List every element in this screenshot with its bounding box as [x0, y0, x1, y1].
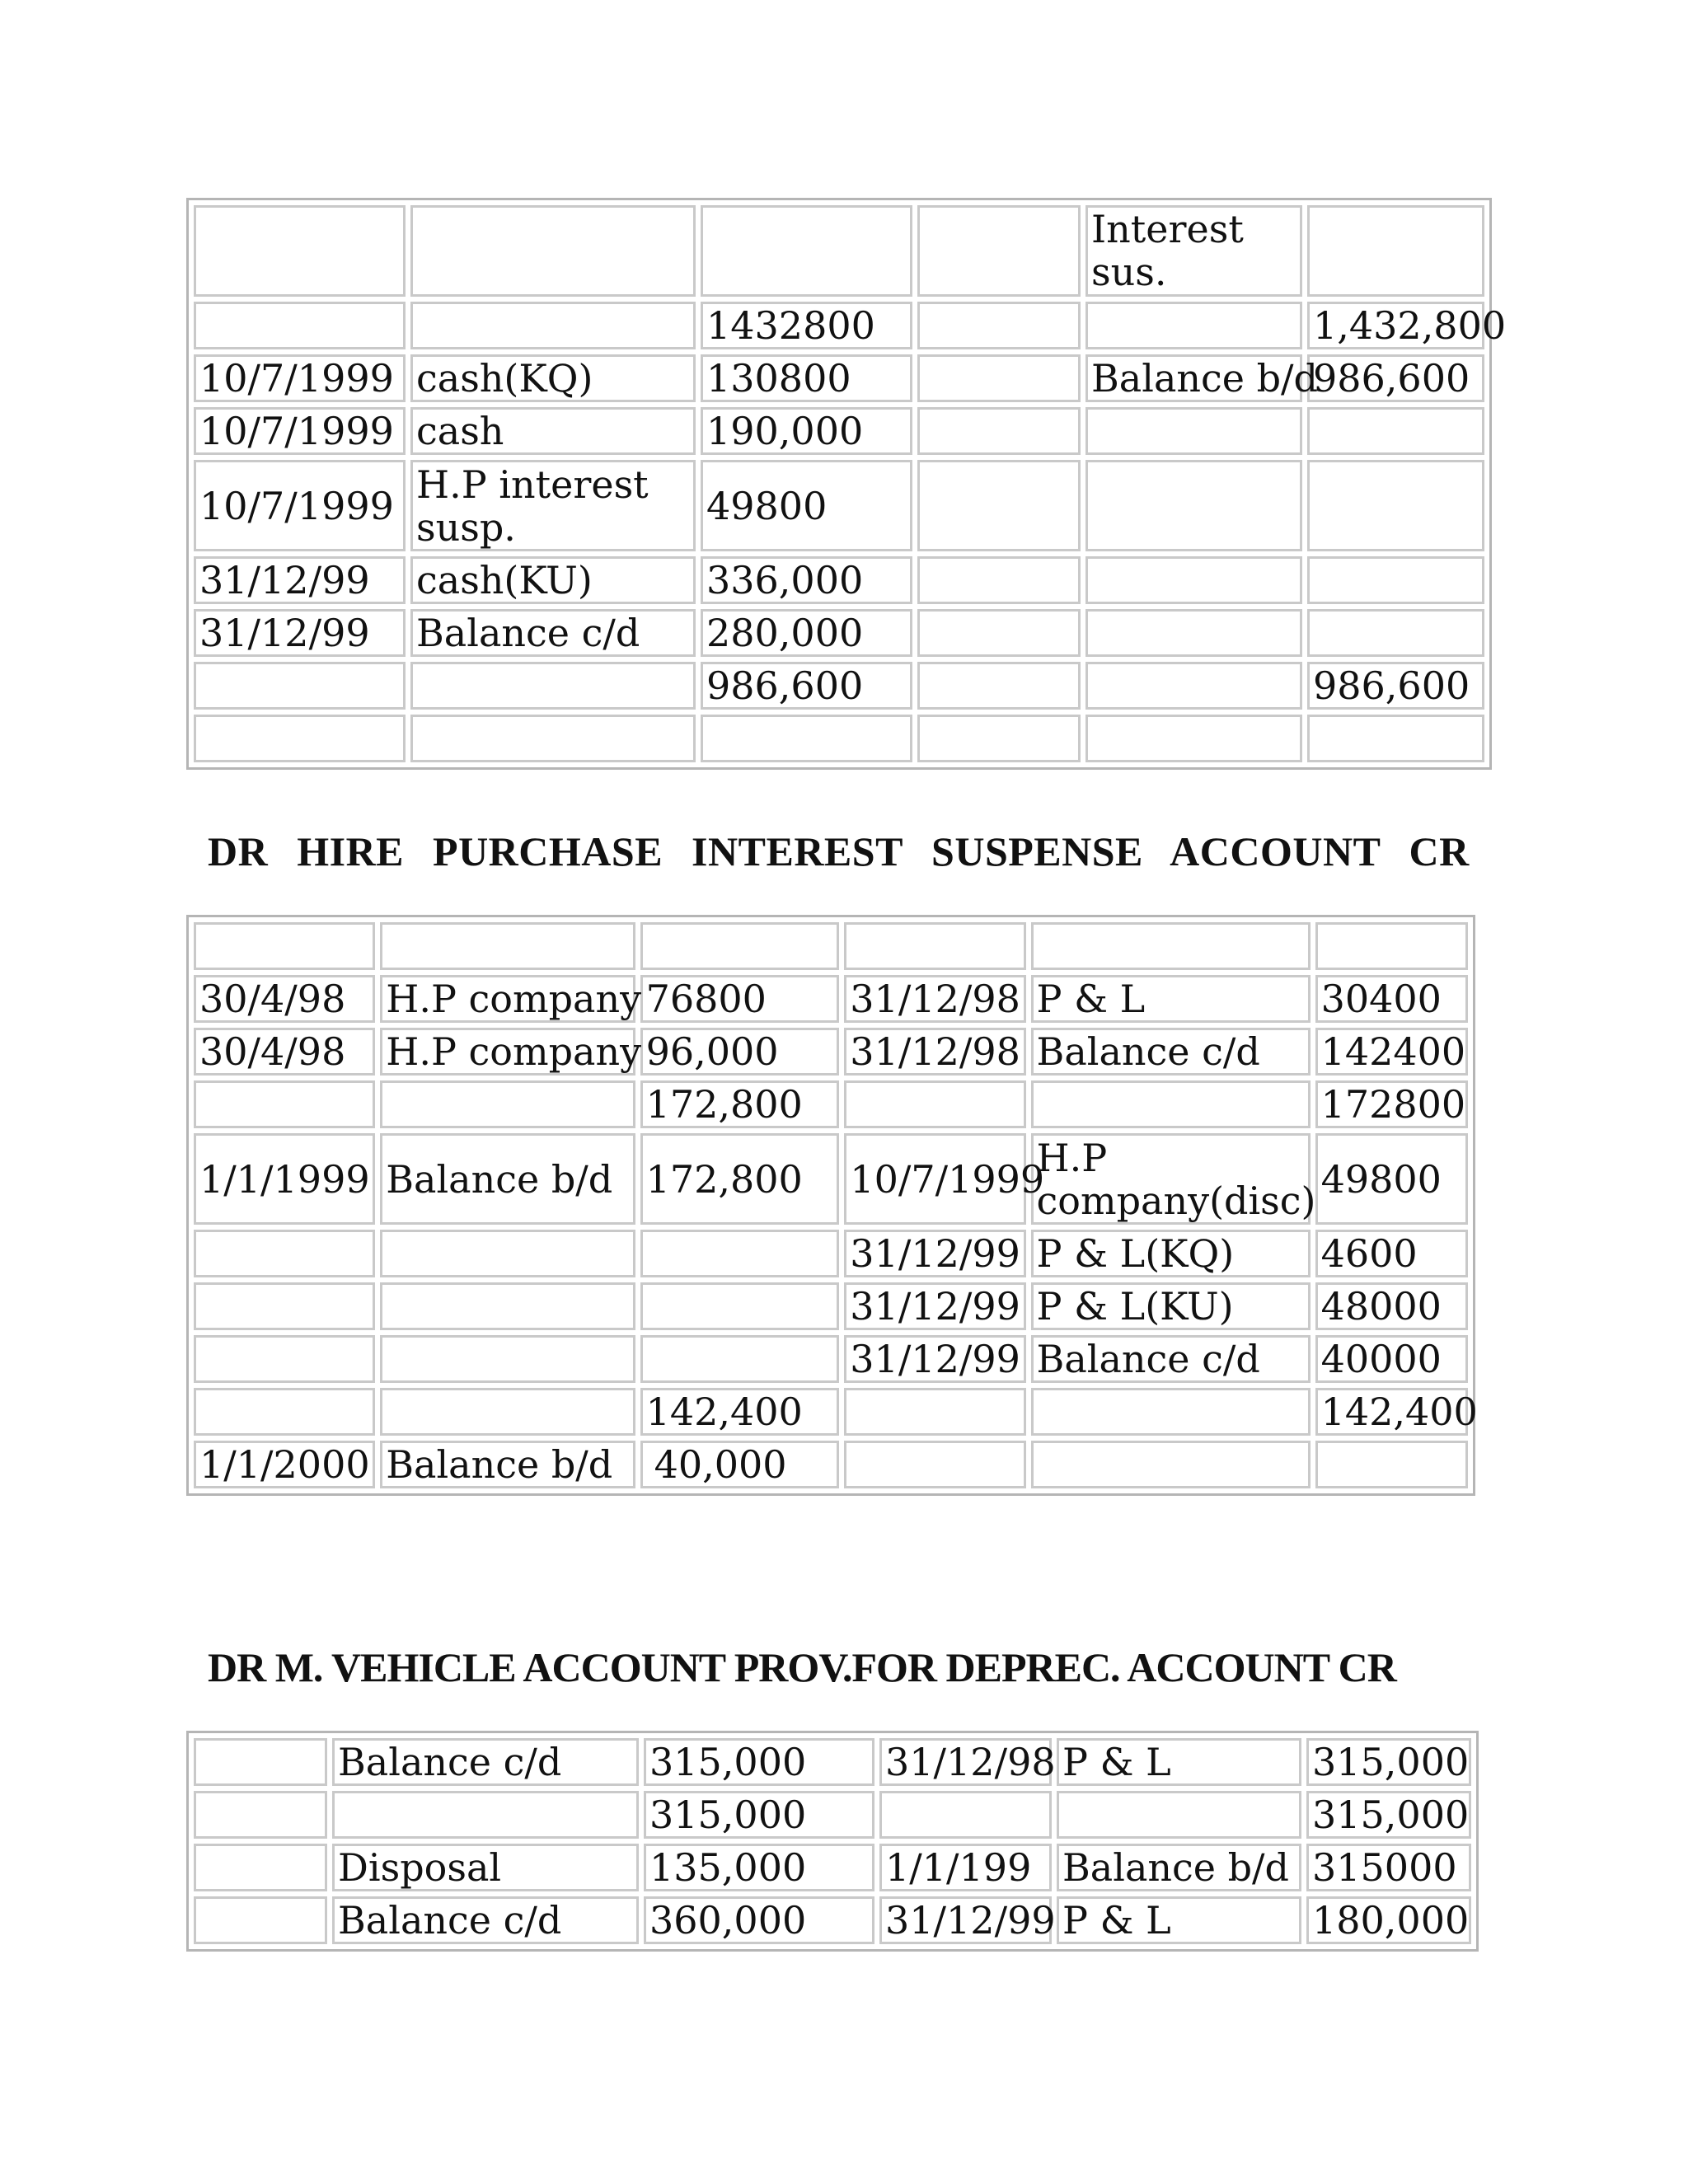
amount-cell: 40,000	[640, 1441, 840, 1488]
particulars-cell	[1085, 556, 1302, 604]
particulars-cell: H.P company	[380, 1028, 635, 1076]
amount-cell	[1307, 460, 1484, 551]
amount-cell: 280,000	[701, 609, 912, 657]
particulars-cell: H.P company(disc)	[1031, 1133, 1311, 1225]
date-cell	[194, 1388, 375, 1436]
date-cell	[194, 1080, 375, 1128]
table-row	[194, 609, 1484, 657]
amount-cell: 30400	[1315, 975, 1468, 1023]
particulars-cell	[380, 1335, 635, 1383]
particulars-cell	[1057, 1791, 1301, 1839]
particulars-cell: P & L	[1031, 975, 1311, 1023]
date-cell	[917, 556, 1081, 604]
amount-cell: 49800	[1315, 1133, 1468, 1225]
amount-cell: 130800	[701, 354, 912, 402]
particulars-cell	[410, 715, 696, 762]
table-row	[194, 1441, 1468, 1488]
amount-cell: 315,000	[644, 1738, 874, 1786]
particulars-cell: P & L	[1057, 1896, 1301, 1944]
amount-cell: 142,400	[640, 1388, 840, 1436]
date-cell: 31/12/98	[879, 1738, 1052, 1786]
amount-cell: 40000	[1315, 1335, 1468, 1383]
particulars-cell: Balance c/d	[332, 1738, 639, 1786]
particulars-cell: Balance b/d	[1057, 1844, 1301, 1891]
particulars-cell	[410, 662, 696, 710]
date-cell: 10/7/1999	[194, 407, 406, 455]
date-cell: 31/12/99	[879, 1896, 1052, 1944]
amount-cell: 4600	[1315, 1230, 1468, 1277]
amount-cell: 172,800	[640, 1080, 840, 1128]
table-row	[194, 1028, 1468, 1076]
date-cell	[194, 1230, 375, 1277]
amount-cell: 1432800	[701, 302, 912, 349]
particulars-cell	[1085, 662, 1302, 710]
amount-cell: 360,000	[644, 1896, 874, 1944]
particulars-cell: Balance b/d	[1085, 354, 1302, 402]
particulars-cell: Disposal	[332, 1844, 639, 1891]
date-cell	[917, 354, 1081, 402]
amount-cell: 142,400	[1315, 1388, 1468, 1436]
particulars-cell	[380, 1080, 635, 1128]
amount-cell	[640, 1335, 840, 1383]
amount-cell	[640, 1230, 840, 1277]
amount-cell	[1307, 556, 1484, 604]
vehicle-depreciation-heading: DR M. VEHICLE ACCOUNT PROV.FOR DEPREC. ACCOUNT CR	[208, 1644, 1396, 1690]
amount-cell: 142400	[1315, 1028, 1468, 1076]
particulars-cell	[1085, 407, 1302, 455]
date-cell: 31/12/99	[844, 1230, 1025, 1277]
date-cell	[194, 1282, 375, 1330]
amount-cell	[1315, 1441, 1468, 1488]
amount-cell: 135,000	[644, 1844, 874, 1891]
date-cell: 1/1/1999	[194, 1133, 375, 1225]
table-row	[194, 1335, 1468, 1383]
date-cell	[844, 922, 1025, 970]
date-cell: 10/7/1999	[194, 460, 406, 551]
table-row	[194, 1896, 1471, 1944]
amount-cell: 76800	[640, 975, 840, 1023]
table-row	[194, 460, 1484, 551]
table-row	[194, 715, 1484, 762]
date-cell	[844, 1388, 1025, 1436]
particulars-cell	[1085, 715, 1302, 762]
amount-cell: 180,000	[1306, 1896, 1471, 1944]
date-cell: 1/1/199	[879, 1844, 1052, 1891]
date-cell: 31/12/99	[194, 609, 406, 657]
particulars-cell: Balance b/d	[380, 1441, 635, 1488]
amount-cell	[701, 715, 912, 762]
particulars-cell: Balance c/d	[332, 1896, 639, 1944]
date-cell	[844, 1080, 1025, 1128]
particulars-cell	[1031, 1388, 1311, 1436]
amount-cell	[1307, 715, 1484, 762]
amount-cell: 49800	[701, 460, 912, 551]
date-cell	[194, 1791, 327, 1839]
date-cell: 10/7/1999	[844, 1133, 1025, 1225]
amount-cell: 336,000	[701, 556, 912, 604]
date-cell	[194, 1896, 327, 1944]
table-row	[194, 1282, 1468, 1330]
date-cell	[917, 302, 1081, 349]
table-row	[194, 354, 1484, 402]
date-cell: 31/12/98	[844, 975, 1025, 1023]
particulars-cell	[1031, 1080, 1311, 1128]
amount-cell: 986,600	[701, 662, 912, 710]
particulars-cell: cash(KU)	[410, 556, 696, 604]
particulars-cell: cash(KQ)	[410, 354, 696, 402]
table-row	[194, 302, 1484, 349]
table-row	[194, 1791, 1471, 1839]
table-row	[194, 975, 1468, 1023]
date-cell: 31/12/98	[844, 1028, 1025, 1076]
amount-cell: 315000	[1306, 1844, 1471, 1891]
particulars-cell: Interest sus.	[1085, 205, 1302, 297]
particulars-cell	[1031, 1441, 1311, 1488]
amount-cell: 986,600	[1307, 354, 1484, 402]
amount-cell: 96,000	[640, 1028, 840, 1076]
amount-cell	[1307, 205, 1484, 297]
particulars-cell	[410, 302, 696, 349]
table-row	[194, 922, 1468, 970]
amount-cell: 315,000	[644, 1791, 874, 1839]
table-row	[194, 1738, 1471, 1786]
particulars-cell: Balance c/d	[1031, 1335, 1311, 1383]
date-cell: 30/4/98	[194, 975, 375, 1023]
particulars-cell	[410, 205, 696, 297]
table-row	[194, 662, 1484, 710]
amount-cell: 1,432,800	[1307, 302, 1484, 349]
amount-cell: 172,800	[640, 1133, 840, 1225]
table-row	[194, 1133, 1468, 1225]
date-cell	[194, 662, 406, 710]
particulars-cell	[1085, 460, 1302, 551]
particulars-cell	[1031, 922, 1311, 970]
particulars-cell	[1085, 609, 1302, 657]
particulars-cell	[332, 1791, 639, 1839]
date-cell: 31/12/99	[194, 556, 406, 604]
table-row	[194, 1388, 1468, 1436]
amount-cell: 315,000	[1306, 1791, 1471, 1839]
particulars-cell: H.P company	[380, 975, 635, 1023]
date-cell	[194, 302, 406, 349]
table-row	[194, 556, 1484, 604]
date-cell	[194, 205, 406, 297]
date-cell: 30/4/98	[194, 1028, 375, 1076]
table-row	[194, 205, 1484, 297]
particulars-cell: Balance b/d	[380, 1133, 635, 1225]
date-cell: 31/12/99	[844, 1335, 1025, 1383]
amount-cell	[1307, 609, 1484, 657]
table-row	[194, 407, 1484, 455]
date-cell	[194, 1738, 327, 1786]
date-cell: 10/7/1999	[194, 354, 406, 402]
particulars-cell: P & L(KQ)	[1031, 1230, 1311, 1277]
hp-company-account-table	[186, 198, 1507, 770]
particulars-cell: Balance c/d	[1031, 1028, 1311, 1076]
particulars-cell	[1085, 302, 1302, 349]
amount-cell	[640, 922, 840, 970]
amount-cell: 190,000	[701, 407, 912, 455]
date-cell: 31/12/99	[844, 1282, 1025, 1330]
amount-cell	[1307, 407, 1484, 455]
table-row	[194, 1844, 1471, 1891]
date-cell	[917, 715, 1081, 762]
table-row	[194, 1080, 1468, 1128]
date-cell	[917, 460, 1081, 551]
particulars-cell: Balance c/d	[410, 609, 696, 657]
date-cell	[917, 609, 1081, 657]
hp-interest-suspense-heading: DR HIRE PURCHASE INTEREST SUSPENSE ACCOUNT CR	[208, 828, 1470, 874]
date-cell	[194, 1844, 327, 1891]
particulars-cell	[380, 1282, 635, 1330]
date-cell	[879, 1791, 1052, 1839]
particulars-cell	[380, 1230, 635, 1277]
amount-cell	[1315, 922, 1468, 970]
date-cell	[194, 1335, 375, 1383]
table-row	[194, 1230, 1468, 1277]
date-cell	[917, 662, 1081, 710]
amount-cell: 986,600	[1307, 662, 1484, 710]
date-cell	[917, 407, 1081, 455]
amount-cell: 172800	[1315, 1080, 1468, 1128]
date-cell	[844, 1441, 1025, 1488]
amount-cell	[701, 205, 912, 297]
amount-cell: 315,000	[1306, 1738, 1471, 1786]
particulars-cell	[380, 922, 635, 970]
date-cell	[194, 922, 375, 970]
date-cell: 1/1/2000	[194, 1441, 375, 1488]
particulars-cell: P & L(KU)	[1031, 1282, 1311, 1330]
amount-cell: 48000	[1315, 1282, 1468, 1330]
date-cell	[194, 715, 406, 762]
amount-cell	[640, 1282, 840, 1330]
particulars-cell	[380, 1388, 635, 1436]
vehicle-depreciation-table	[186, 1731, 1479, 1952]
particulars-cell: cash	[410, 407, 696, 455]
particulars-cell: P & L	[1057, 1738, 1301, 1786]
hp-interest-suspense-table	[186, 915, 1478, 1496]
particulars-cell: H.P interest susp.	[410, 460, 696, 551]
date-cell	[917, 205, 1081, 297]
